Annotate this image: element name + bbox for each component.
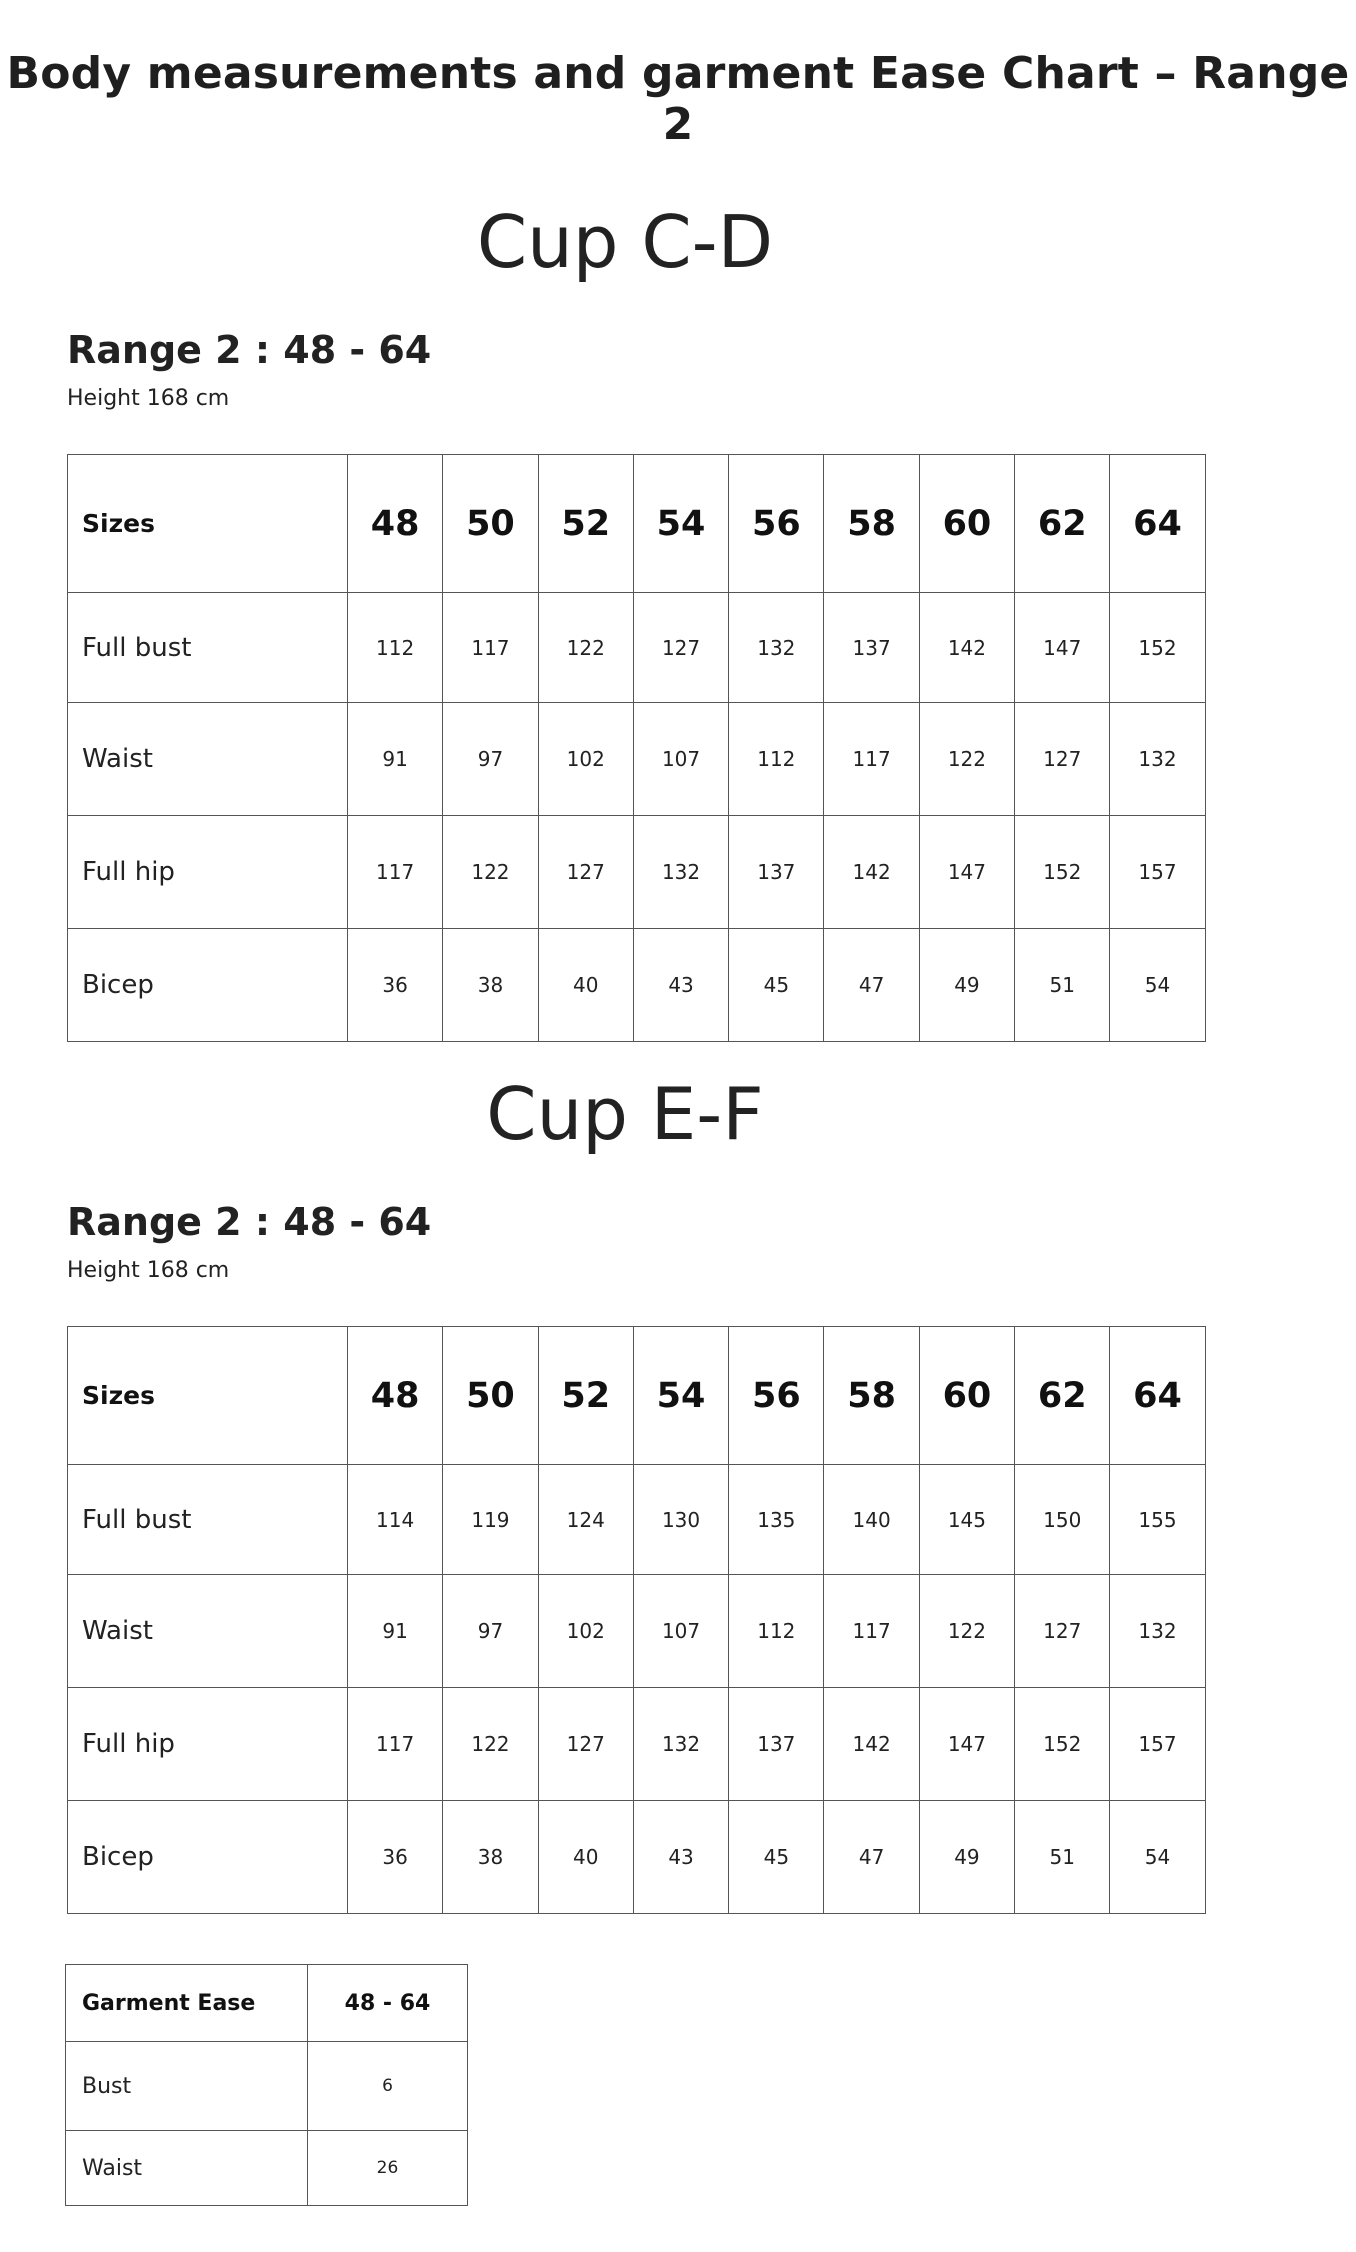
cell-value: 142 — [824, 1688, 919, 1801]
ease-range-header: 48 - 64 — [308, 1965, 468, 2042]
cup-ef-heading: Cup E-F — [486, 1072, 764, 1156]
cell-value: 152 — [1015, 816, 1110, 929]
cell-value: 6 — [308, 2042, 468, 2131]
cell-value: 91 — [348, 703, 443, 816]
size-col-header: 56 — [729, 455, 824, 593]
cell-value: 132 — [633, 1688, 728, 1801]
cell-value: 97 — [443, 1575, 538, 1688]
cell-value: 150 — [1015, 1465, 1110, 1575]
row-label: Full bust — [68, 1465, 348, 1575]
cell-value: 54 — [1110, 1801, 1205, 1914]
cell-value: 122 — [919, 703, 1014, 816]
table-row — [68, 929, 1206, 1042]
cell-value: 107 — [633, 703, 728, 816]
cell-value: 45 — [729, 929, 824, 1042]
size-col-header: 48 — [348, 1327, 443, 1465]
cell-value: 112 — [348, 593, 443, 703]
cell-value: 49 — [919, 1801, 1014, 1914]
cell-value: 47 — [824, 1801, 919, 1914]
cell-value: 132 — [1110, 703, 1205, 816]
row-label: Full hip — [68, 816, 348, 929]
cell-value: 112 — [729, 1575, 824, 1688]
cell-value: 47 — [824, 929, 919, 1042]
size-col-header: 64 — [1110, 455, 1205, 593]
row-label: Full bust — [68, 593, 348, 703]
cell-value: 137 — [824, 593, 919, 703]
table-row — [68, 703, 1206, 816]
table-header-row — [66, 1965, 468, 2042]
cell-value: 40 — [538, 1801, 633, 1914]
table-row — [66, 2131, 468, 2206]
cell-value: 122 — [443, 816, 538, 929]
cell-value: 114 — [348, 1465, 443, 1575]
table-row — [68, 1575, 1206, 1688]
cell-value: 127 — [1015, 703, 1110, 816]
cup-ef-table — [67, 1326, 1206, 1914]
garment-ease-header: Garment Ease — [66, 1965, 308, 2042]
cell-value: 137 — [729, 1688, 824, 1801]
page-title: Body measurements and garment Ease Chart – Range 2 — [6, 48, 1350, 150]
table-row — [68, 593, 1206, 703]
cup-cd-table — [67, 454, 1206, 1042]
cell-value: 124 — [538, 1465, 633, 1575]
table-row — [68, 1688, 1206, 1801]
size-col-header: 50 — [443, 455, 538, 593]
cell-value: 38 — [443, 1801, 538, 1914]
cup-ef-height: Height 168 cm — [67, 1258, 230, 1283]
cell-value: 117 — [824, 1575, 919, 1688]
cell-value: 51 — [1015, 1801, 1110, 1914]
cell-value: 122 — [443, 1688, 538, 1801]
cell-value: 49 — [919, 929, 1014, 1042]
cell-value: 130 — [633, 1465, 728, 1575]
size-col-header: 60 — [919, 455, 1014, 593]
cell-value: 145 — [919, 1465, 1014, 1575]
size-col-header: 64 — [1110, 1327, 1205, 1465]
row-label: Waist — [68, 1575, 348, 1688]
table-row — [68, 1465, 1206, 1575]
cell-value: 117 — [443, 593, 538, 703]
cell-value: 147 — [919, 816, 1014, 929]
size-col-header: 50 — [443, 1327, 538, 1465]
cell-value: 102 — [538, 1575, 633, 1688]
row-label: Full hip — [68, 1688, 348, 1801]
cell-value: 26 — [308, 2131, 468, 2206]
cup-cd-heading: Cup C-D — [476, 200, 774, 284]
size-col-header: 58 — [824, 455, 919, 593]
size-col-header: 52 — [538, 455, 633, 593]
size-col-header: 58 — [824, 1327, 919, 1465]
cell-value: 122 — [538, 593, 633, 703]
sizes-header: Sizes — [68, 455, 348, 593]
size-col-header: 62 — [1015, 455, 1110, 593]
size-col-header: 54 — [633, 1327, 728, 1465]
cup-ef-range: Range 2 : 48 - 64 — [67, 1200, 432, 1244]
size-col-header: 56 — [729, 1327, 824, 1465]
cell-value: 147 — [1015, 593, 1110, 703]
table-header-row — [68, 455, 1206, 593]
table-row — [66, 2042, 468, 2131]
cell-value: 117 — [348, 1688, 443, 1801]
size-col-header: 60 — [919, 1327, 1014, 1465]
cell-value: 157 — [1110, 1688, 1205, 1801]
garment-ease-table — [65, 1964, 468, 2206]
cell-value: 38 — [443, 929, 538, 1042]
cell-value: 54 — [1110, 929, 1205, 1042]
cell-value: 91 — [348, 1575, 443, 1688]
cell-value: 102 — [538, 703, 633, 816]
cell-value: 127 — [538, 816, 633, 929]
cell-value: 97 — [443, 703, 538, 816]
cell-value: 107 — [633, 1575, 728, 1688]
cell-value: 119 — [443, 1465, 538, 1575]
cell-value: 157 — [1110, 816, 1205, 929]
cell-value: 132 — [633, 816, 728, 929]
table-row — [68, 816, 1206, 929]
cell-value: 135 — [729, 1465, 824, 1575]
cell-value: 152 — [1110, 593, 1205, 703]
cell-value: 122 — [919, 1575, 1014, 1688]
cell-value: 36 — [348, 1801, 443, 1914]
row-label: Waist — [68, 703, 348, 816]
cup-cd-height: Height 168 cm — [67, 386, 230, 411]
cell-value: 112 — [729, 703, 824, 816]
cell-value: 51 — [1015, 929, 1110, 1042]
cell-value: 127 — [1015, 1575, 1110, 1688]
cell-value: 142 — [919, 593, 1014, 703]
cell-value: 36 — [348, 929, 443, 1042]
size-col-header: 54 — [633, 455, 728, 593]
cell-value: 137 — [729, 816, 824, 929]
row-label: Bicep — [68, 929, 348, 1042]
size-col-header: 48 — [348, 455, 443, 593]
cell-value: 43 — [633, 929, 728, 1042]
cell-value: 117 — [348, 816, 443, 929]
cell-value: 152 — [1015, 1688, 1110, 1801]
size-col-header: 52 — [538, 1327, 633, 1465]
cell-value: 127 — [633, 593, 728, 703]
cell-value: 127 — [538, 1688, 633, 1801]
table-row — [68, 1801, 1206, 1914]
cell-value: 117 — [824, 703, 919, 816]
cell-value: 132 — [1110, 1575, 1205, 1688]
cell-value: 140 — [824, 1465, 919, 1575]
cell-value: 43 — [633, 1801, 728, 1914]
size-col-header: 62 — [1015, 1327, 1110, 1465]
row-label: Waist — [66, 2131, 308, 2206]
row-label: Bicep — [68, 1801, 348, 1914]
row-label: Bust — [66, 2042, 308, 2131]
table-header-row — [68, 1327, 1206, 1465]
cup-cd-range: Range 2 : 48 - 64 — [67, 328, 432, 372]
cell-value: 132 — [729, 593, 824, 703]
cell-value: 142 — [824, 816, 919, 929]
cell-value: 45 — [729, 1801, 824, 1914]
cell-value: 155 — [1110, 1465, 1205, 1575]
sizes-header: Sizes — [68, 1327, 348, 1465]
cell-value: 40 — [538, 929, 633, 1042]
cell-value: 147 — [919, 1688, 1014, 1801]
